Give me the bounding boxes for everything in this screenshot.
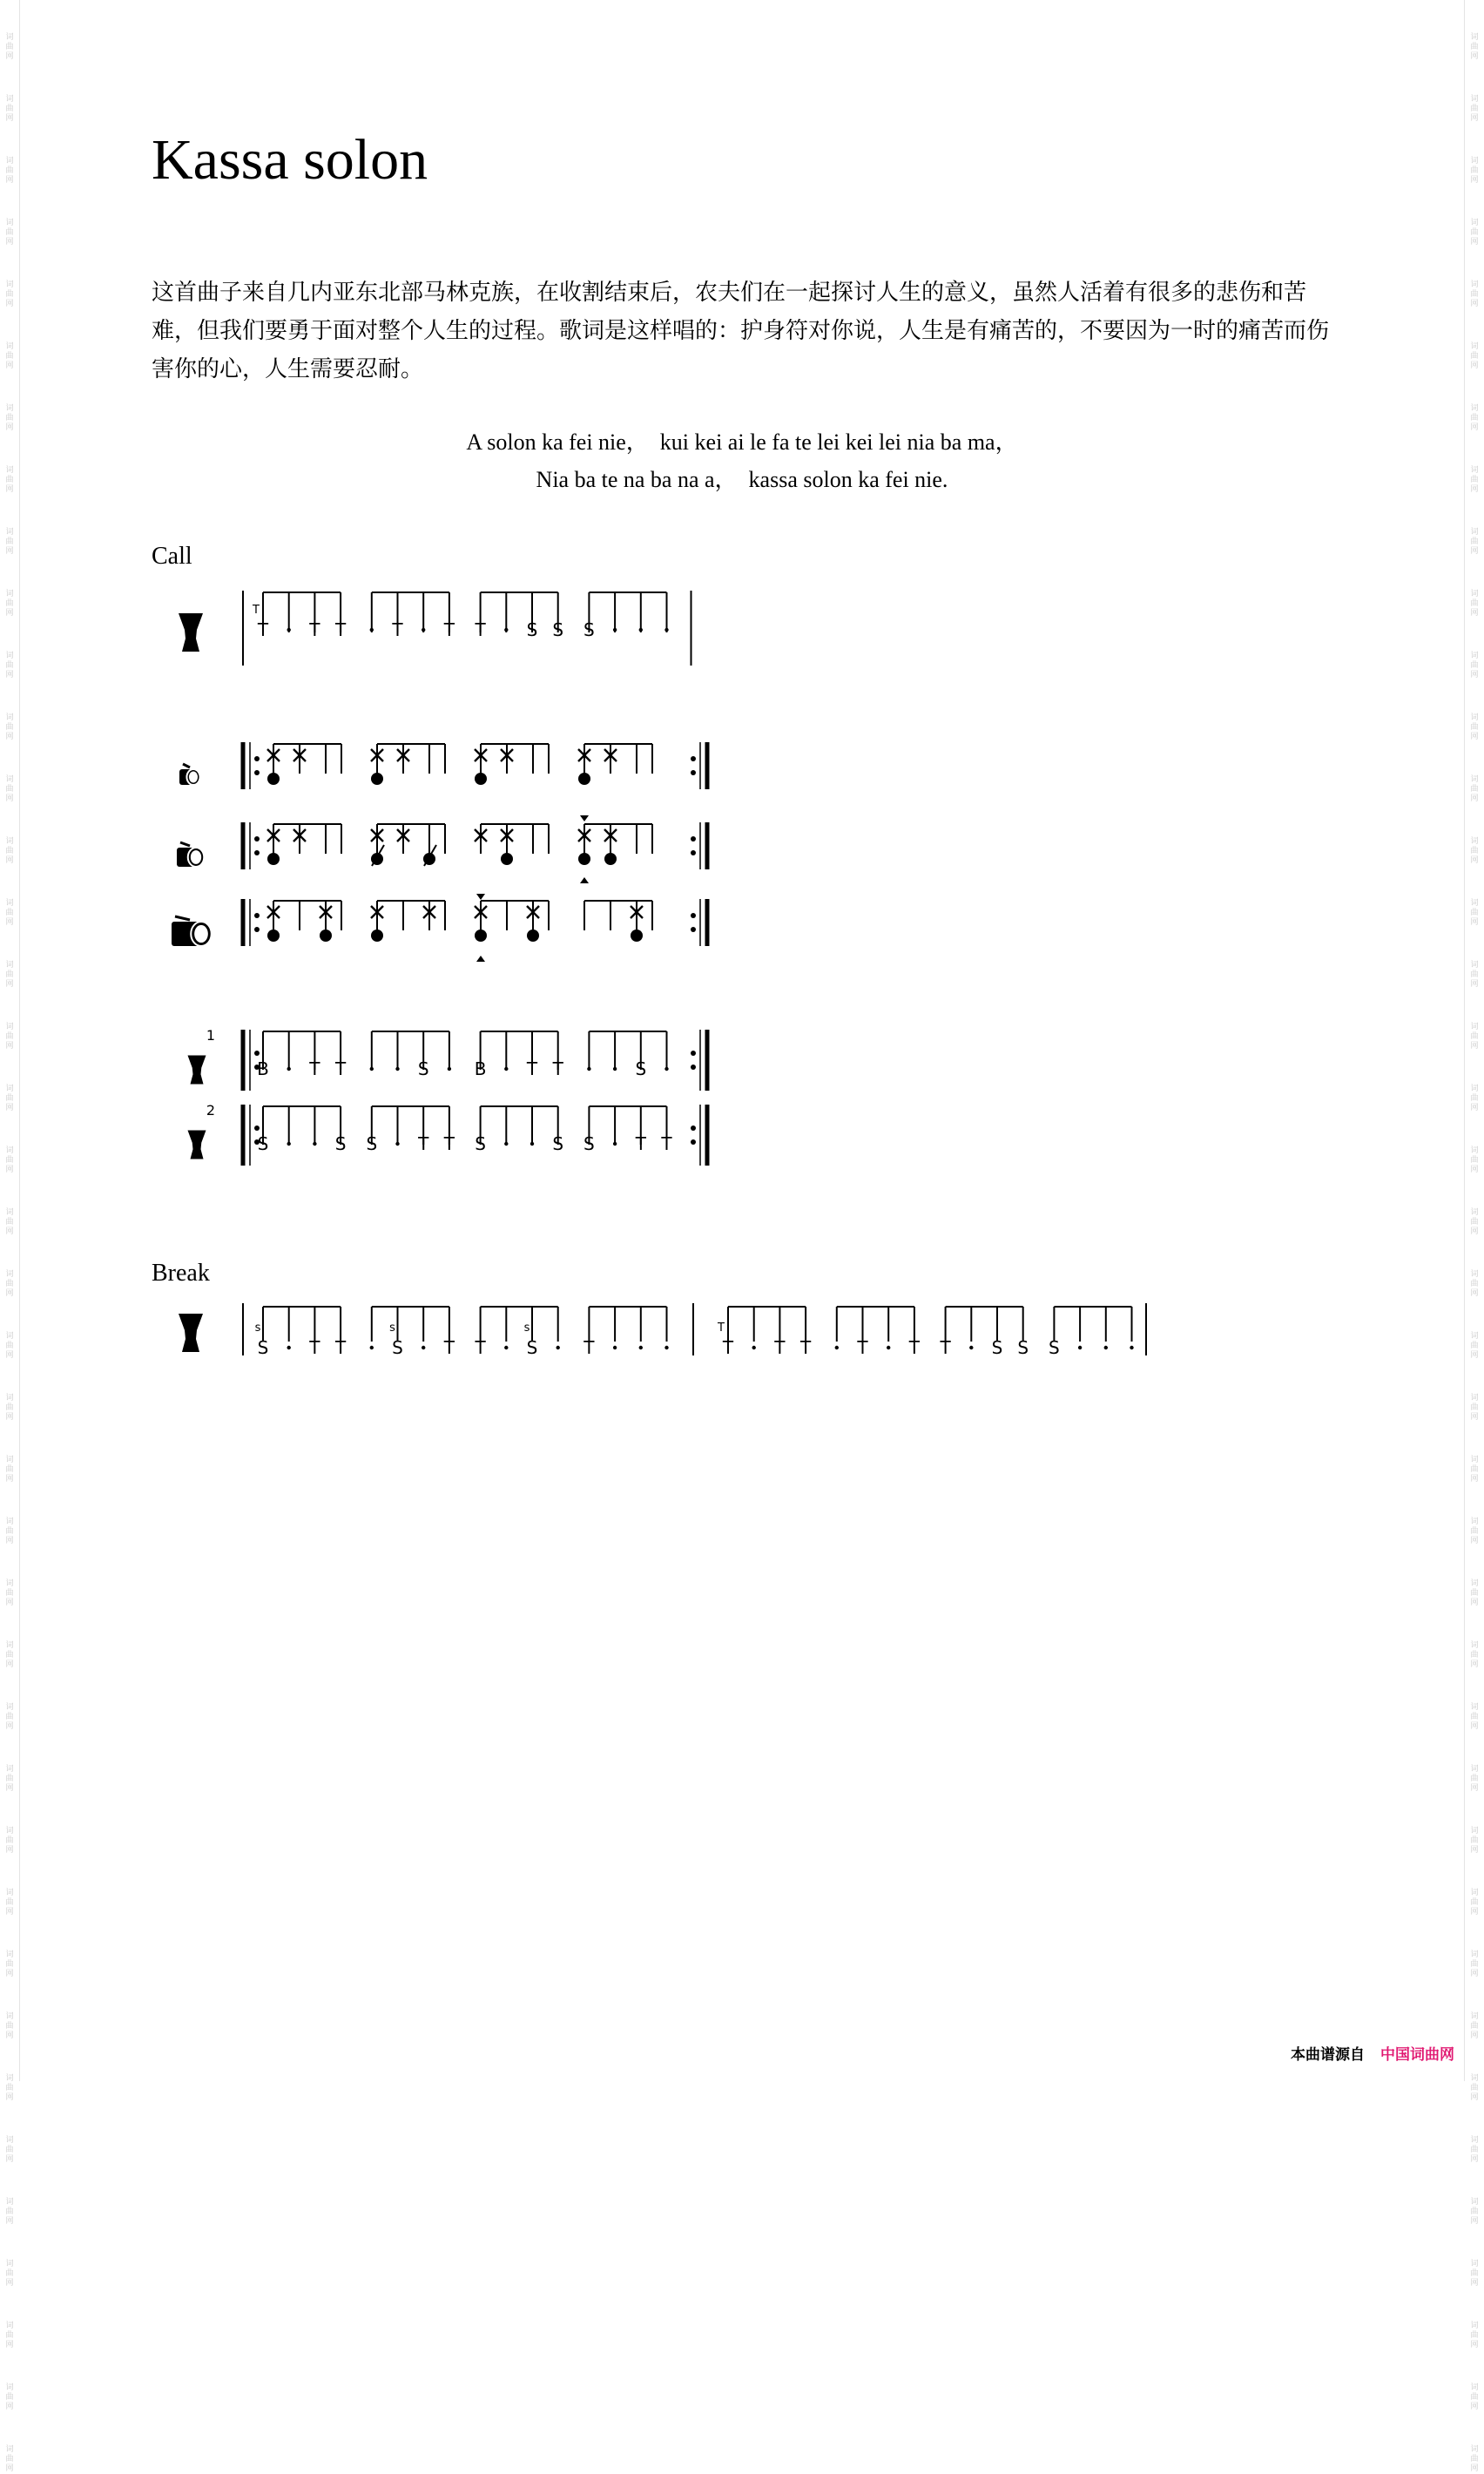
rest-dot	[1078, 1346, 1082, 1349]
note-T: T	[475, 619, 486, 640]
watermark-text: 词曲网	[1470, 1518, 1479, 1545]
drum-open-hit	[267, 929, 280, 942]
note-T: T	[908, 1337, 921, 1358]
note-S: S	[583, 619, 595, 640]
watermark-text: 词曲网	[5, 281, 14, 308]
rest-dot	[835, 1346, 839, 1349]
flam-grace-note: s	[389, 1321, 395, 1335]
repeat-dot	[254, 927, 260, 932]
rest-dot	[422, 1346, 425, 1349]
note-T: T	[857, 1337, 868, 1358]
watermark-text: 词曲网	[5, 1270, 14, 1298]
note-S: S	[257, 1337, 269, 1358]
watermark-text: 词曲网	[5, 775, 14, 803]
watermark-text: 词曲网	[1470, 652, 1479, 679]
rest-dot	[664, 1346, 668, 1349]
flam-grace-note: s	[523, 1321, 530, 1335]
watermark-text: 词曲网	[1470, 1394, 1479, 1422]
watermark-text: 词曲网	[5, 1889, 14, 1916]
rest-dot	[504, 1067, 508, 1071]
watermark-text: 词曲网	[1470, 1641, 1479, 1669]
watermark-text: 词曲网	[1470, 2012, 1479, 2040]
call-section-label: Call	[152, 543, 192, 570]
note-T: T	[443, 1133, 455, 1154]
note-S: S	[552, 619, 564, 640]
repeat-dot	[691, 770, 696, 775]
song-introduction: 这首曲子来自几内亚东北部马林克族，在收割结束后，农夫们在一起探讨人生的意义，虽然人活着有很多的悲伤和苦难，但我们要勇于面对整个人生的过程。歌词是这样唱的：护身符对你说，人生是有痛苦的，不要因为一时的痛苦而伤害你的心，人生需要忍耐。	[152, 280, 1330, 382]
note-T: T	[334, 619, 347, 640]
watermark-text: 词曲网	[5, 2260, 14, 2288]
rest-dot	[448, 1067, 451, 1071]
rest-dot	[1104, 1346, 1108, 1349]
rest-dot	[287, 1346, 291, 1349]
watermark-text: 词曲网	[1470, 2198, 1479, 2226]
watermark-text: 词曲网	[5, 1085, 14, 1112]
repeat-dot	[254, 756, 260, 761]
note-S: S	[1049, 1337, 1060, 1358]
watermark-text: 词曲网	[5, 1641, 14, 1669]
drum-open-hit	[604, 853, 617, 865]
watermark-text: 词曲网	[1470, 1889, 1479, 1916]
note-S: S	[526, 1337, 538, 1358]
break-section-label: Break	[152, 1260, 210, 1287]
watermark-text: 词曲网	[1470, 1085, 1479, 1112]
rest-dot	[395, 1067, 399, 1071]
rest-dot	[639, 628, 643, 632]
watermark-text: 词曲网	[5, 2445, 14, 2473]
note-S: S	[552, 1133, 564, 1154]
watermark-text: 词曲网	[5, 219, 14, 247]
djembe-icon	[179, 613, 203, 652]
watermark-text: 词曲网	[5, 2383, 14, 2411]
note-S: S	[635, 1058, 647, 1079]
flam-grace-note: s	[254, 1321, 261, 1335]
watermark-text: 词曲网	[5, 95, 14, 123]
watermark-text: 词曲网	[5, 837, 14, 865]
watermark-text: 词曲网	[1470, 157, 1479, 185]
watermark-text: 词曲网	[1470, 2260, 1479, 2288]
note-T: T	[722, 1337, 734, 1358]
drum-stick	[183, 764, 190, 767]
drum-open-hit	[267, 853, 280, 865]
watermark-text: 词曲网	[1470, 1270, 1479, 1298]
note-T: T	[443, 619, 455, 640]
watermark-text: 词曲网	[1470, 899, 1479, 927]
drum-stick	[175, 916, 190, 920]
watermark-text: 词曲网	[1470, 775, 1479, 803]
watermark-text: 词曲网	[1470, 219, 1479, 247]
drum-open-hit	[501, 853, 513, 865]
watermark-text: 词曲网	[5, 961, 14, 989]
note-T: T	[940, 1337, 951, 1358]
note-S: S	[392, 1337, 403, 1358]
drum-open-hit	[267, 773, 280, 785]
rest-dot	[613, 1067, 617, 1071]
note-T: T	[392, 619, 403, 640]
watermark-text: 词曲网	[1470, 1456, 1479, 1484]
note-S: S	[257, 1133, 269, 1154]
note-S: S	[475, 1133, 486, 1154]
note-T: T	[661, 1133, 672, 1154]
flam-grace-note: T	[253, 604, 260, 617]
djembe-icon	[188, 1056, 206, 1085]
part-number: 2	[206, 1102, 216, 1119]
watermark-text: 词曲网	[1470, 1023, 1479, 1051]
rest-dot	[287, 1142, 291, 1146]
watermark-text: 词曲网	[5, 2198, 14, 2226]
watermark-text: 词曲网	[5, 1208, 14, 1236]
watermark-text: 词曲网	[5, 404, 14, 432]
watermark-text: 词曲网	[1470, 404, 1479, 432]
repeat-dot	[254, 1125, 260, 1131]
repeat-dot	[691, 756, 696, 761]
watermark-text: 词曲网	[1470, 528, 1479, 556]
watermark-text: 词曲网	[5, 157, 14, 185]
drum-open-hit	[527, 929, 539, 942]
repeat-dot	[691, 1065, 696, 1070]
note-S: S	[1017, 1337, 1029, 1358]
watermark-text: 词曲网	[5, 713, 14, 741]
watermark-text: 词曲网	[1470, 713, 1479, 741]
rest-dot	[664, 1067, 668, 1071]
djembe-icon	[179, 1314, 203, 1352]
rest-dot	[313, 1142, 316, 1146]
watermark-text: 词曲网	[5, 2074, 14, 2102]
song-title: Kassa solon	[152, 128, 428, 192]
rest-dot	[752, 1346, 756, 1349]
note-T: T	[309, 1058, 320, 1079]
watermark-text: 词曲网	[1470, 2383, 1479, 2411]
accent-marker-top	[476, 894, 485, 900]
watermark-text: 词曲网	[1470, 1332, 1479, 1360]
rest-dot	[422, 628, 425, 632]
note-T: T	[418, 1133, 429, 1154]
note-T: T	[635, 1133, 646, 1154]
rest-dot	[887, 1346, 890, 1349]
watermark-text: 词曲网	[1470, 342, 1479, 370]
watermark-text: 词曲网	[1470, 2322, 1479, 2349]
footer-source-label: 本曲谱源自	[1291, 2046, 1365, 2064]
drum-open-hit	[475, 929, 487, 942]
watermark-text: 词曲网	[5, 1950, 14, 1978]
watermark-text: 词曲网	[5, 33, 14, 61]
rest-dot	[287, 628, 291, 632]
note-S: S	[526, 619, 538, 640]
drum-open-hit	[631, 929, 643, 942]
repeat-dot	[691, 1125, 696, 1131]
watermark-text: 词曲网	[1470, 2445, 1479, 2473]
note-T: T	[257, 619, 269, 640]
rest-dot	[664, 628, 668, 632]
rest-dot	[370, 1346, 374, 1349]
note-T: T	[309, 1337, 320, 1358]
rest-dot	[613, 1142, 617, 1146]
rest-dot	[530, 1142, 534, 1146]
watermark-text: 词曲网	[1470, 2074, 1479, 2102]
watermark-text: 词曲网	[1470, 1765, 1479, 1793]
accent-marker-bottom	[580, 877, 589, 883]
flam-grace-note: T	[718, 1321, 725, 1335]
djembe-icon	[188, 1131, 206, 1159]
drum-open-hit	[578, 773, 590, 785]
watermark-text: 词曲网	[5, 1394, 14, 1422]
watermark-text: 词曲网	[5, 1023, 14, 1051]
note-T: T	[443, 1337, 455, 1358]
watermark-text: 词曲网	[1470, 961, 1479, 989]
rest-dot	[504, 1346, 508, 1349]
note-S: S	[583, 1133, 595, 1154]
repeat-dot	[254, 836, 260, 842]
repeat-dot	[691, 1139, 696, 1145]
watermark-text: 词曲网	[1470, 590, 1479, 618]
rest-dot	[613, 628, 617, 632]
note-S: S	[366, 1133, 378, 1154]
drum-open-hit	[371, 929, 383, 942]
watermark-text: 词曲网	[5, 2136, 14, 2164]
watermark-text: 词曲网	[1470, 1146, 1479, 1174]
lyrics-line-1: A solon ka fei nie， kui kei ai le fa te lei kei lei nia ba ma，	[466, 429, 1018, 455]
watermark-text: 词曲网	[5, 590, 14, 618]
rest-dot	[556, 1346, 560, 1349]
drum-head-inner	[194, 925, 208, 943]
drum-stick	[180, 842, 190, 846]
drum-head-inner	[191, 850, 201, 864]
watermark-text: 词曲网	[1470, 466, 1479, 494]
rest-dot	[504, 628, 508, 632]
rest-dot	[969, 1346, 973, 1349]
watermark-text: 词曲网	[5, 1332, 14, 1360]
drum-head-inner	[189, 772, 198, 783]
watermark-text: 词曲网	[1470, 1950, 1479, 1978]
rest-dot	[504, 1142, 508, 1146]
rest-dot	[370, 1067, 374, 1071]
footer-site-link[interactable]: 中国词曲网	[1380, 2046, 1454, 2064]
watermark-text: 词曲网	[5, 1146, 14, 1174]
note-S: S	[334, 1133, 347, 1154]
watermark-text: 词曲网	[1470, 95, 1479, 123]
watermark-text: 词曲网	[5, 1703, 14, 1731]
drum-open-hit	[320, 929, 332, 942]
note-T: T	[552, 1058, 563, 1079]
watermark-text: 词曲网	[1470, 1208, 1479, 1236]
watermark-text: 词曲网	[5, 1456, 14, 1484]
watermark-text: 词曲网	[5, 652, 14, 679]
accent-marker-bottom	[476, 956, 485, 962]
rest-dot	[1130, 1346, 1133, 1349]
note-B: B	[474, 1058, 487, 1079]
watermark-text: 词曲网	[5, 342, 14, 370]
lyrics-line-2: Nia ba te na ba na a， kassa solon ka fei nie.	[536, 467, 948, 492]
repeat-dot	[691, 850, 696, 855]
repeat-dot	[254, 913, 260, 918]
watermark-text: 词曲网	[5, 1827, 14, 1855]
note-T: T	[309, 619, 320, 640]
watermark-text: 词曲网	[1470, 2136, 1479, 2164]
repeat-dot	[691, 836, 696, 842]
rest-dot	[639, 1346, 643, 1349]
note-B: B	[257, 1058, 269, 1079]
watermark-text: 词曲网	[1470, 1579, 1479, 1607]
watermark-text: 词曲网	[5, 2012, 14, 2040]
watermark-text: 词曲网	[1470, 1827, 1479, 1855]
watermark-text: 词曲网	[5, 1518, 14, 1545]
repeat-dot	[254, 770, 260, 775]
footer-credit	[1291, 2042, 1454, 2064]
watermark-text: 词曲网	[5, 1765, 14, 1793]
note-T: T	[799, 1337, 812, 1358]
watermark-text: 词曲网	[5, 466, 14, 494]
repeat-dot	[691, 927, 696, 932]
part-number: 1	[206, 1027, 216, 1044]
note-T: T	[774, 1337, 786, 1358]
note-S: S	[991, 1337, 1003, 1358]
note-T: T	[526, 1058, 538, 1079]
note-S: S	[417, 1058, 429, 1079]
watermark-text: 词曲网	[5, 528, 14, 556]
drum-open-hit	[371, 773, 383, 785]
drum-open-hit	[475, 773, 487, 785]
rest-dot	[395, 1142, 399, 1146]
watermark-text: 词曲网	[1470, 33, 1479, 61]
note-T: T	[583, 1337, 595, 1358]
watermark-text: 词曲网	[5, 1579, 14, 1607]
repeat-dot	[254, 1051, 260, 1056]
accent-marker-top	[580, 815, 589, 821]
repeat-dot	[691, 1051, 696, 1056]
watermark-text: 词曲网	[5, 899, 14, 927]
watermark-text: 词曲网	[1470, 281, 1479, 308]
watermark-text: 词曲网	[1470, 1703, 1479, 1731]
rest-dot	[287, 1067, 291, 1071]
drum-open-hit	[578, 853, 590, 865]
repeat-dot	[254, 850, 260, 855]
rest-dot	[370, 628, 374, 632]
rest-dot	[613, 1346, 617, 1349]
note-T: T	[334, 1058, 347, 1079]
watermark-text: 词曲网	[5, 2322, 14, 2349]
rest-dot	[587, 1067, 590, 1071]
repeat-dot	[691, 913, 696, 918]
watermark-text: 词曲网	[1470, 837, 1479, 865]
note-T: T	[475, 1337, 486, 1358]
note-T: T	[334, 1337, 347, 1358]
